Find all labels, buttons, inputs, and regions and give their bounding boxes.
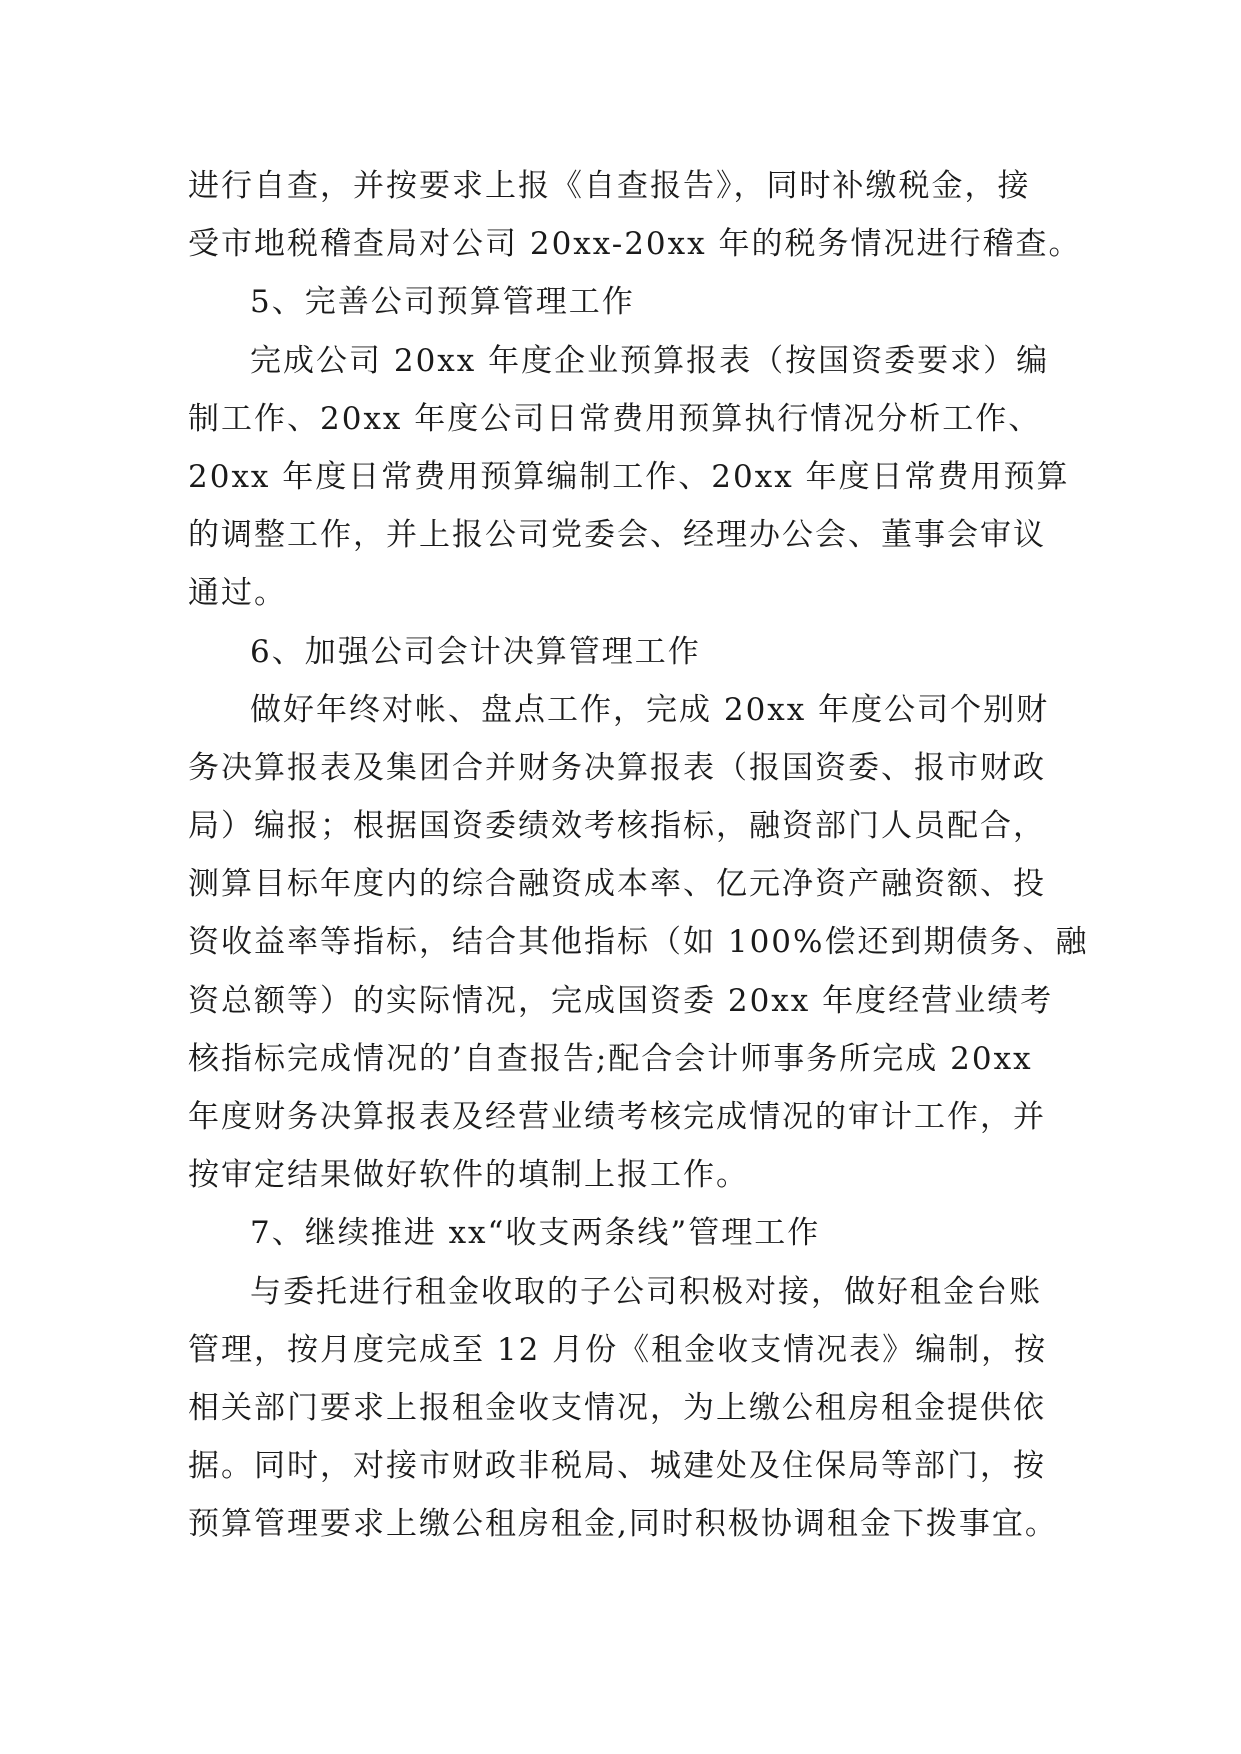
- text-line: 测算目标年度内的综合融资成本率、亿元净资产融资额、投: [188, 866, 1046, 903]
- text-line: 进行自查，并按要求上报《自查报告》，同时补缴税金，接: [188, 168, 1031, 204]
- text-line: 的调整工作，并上报公司党委会、经理办公会、董事会审议: [188, 517, 1046, 554]
- text-line: 受市地税稽查局对公司 20xx-20xx 年的税务情况进行稽查。: [188, 226, 1082, 263]
- document-body: [188, 157, 1089, 1554]
- text-line: 做好年终对帐、盘点工作，完成 20xx 年度公司个别财: [250, 691, 1050, 728]
- text-line: 按审定结果做好软件的填制上报工作。: [188, 1157, 749, 1194]
- text-line: 管理，按月度完成至 12 月份《租金收支情况表》编制，按: [188, 1331, 1048, 1368]
- section-heading: 6、加强公司会计决算管理工作: [250, 633, 701, 670]
- text-line: 与委托进行租金收取的子公司积极对接，做好租金台账: [250, 1273, 1042, 1310]
- text-line: 预算管理要求上缴公租房租金,同时积极协调租金下拨事宜。: [188, 1506, 1058, 1543]
- text-line: 通过。: [188, 575, 287, 612]
- text-line: 完成公司 20xx 年度企业预算报表（按国资委要求）编: [250, 342, 1050, 379]
- text-line: 资收益率等指标，结合其他指标（如 100%偿还到期债务、融: [188, 924, 1089, 961]
- text-line: 局）编报；根据国资委绩效考核指标，融资部门人员配合，: [188, 808, 1046, 845]
- text-line: 务决算报表及集团合并财务决算报表（报国资委、报市财政: [188, 749, 1046, 786]
- text-line: 相关部门要求上报租金收支情况，为上缴公租房租金提供依: [188, 1389, 1046, 1426]
- section-heading: 5、完善公司预算管理工作: [250, 284, 635, 321]
- text-line: 据。同时，对接市财政非税局、城建处及住保局等部门，按: [188, 1448, 1046, 1485]
- text-line: 年度财务决算报表及经营业绩考核完成情况的审计工作，并: [188, 1099, 1046, 1135]
- text-line: 核指标完成情况的’自查报告;配合会计师事务所完成 20xx: [188, 1040, 1033, 1077]
- text-line: 制工作、20xx 年度公司日常费用预算执行情况分析工作、: [188, 400, 1042, 437]
- section-heading: 7、继续推进 xx“收支两条线”管理工作: [250, 1215, 821, 1252]
- text-line: 20xx 年度日常费用预算编制工作、20xx 年度日常费用预算: [188, 458, 1070, 495]
- text-line: 资总额等）的实际情况，完成国资委 20xx 年度经营业绩考: [188, 982, 1054, 1019]
